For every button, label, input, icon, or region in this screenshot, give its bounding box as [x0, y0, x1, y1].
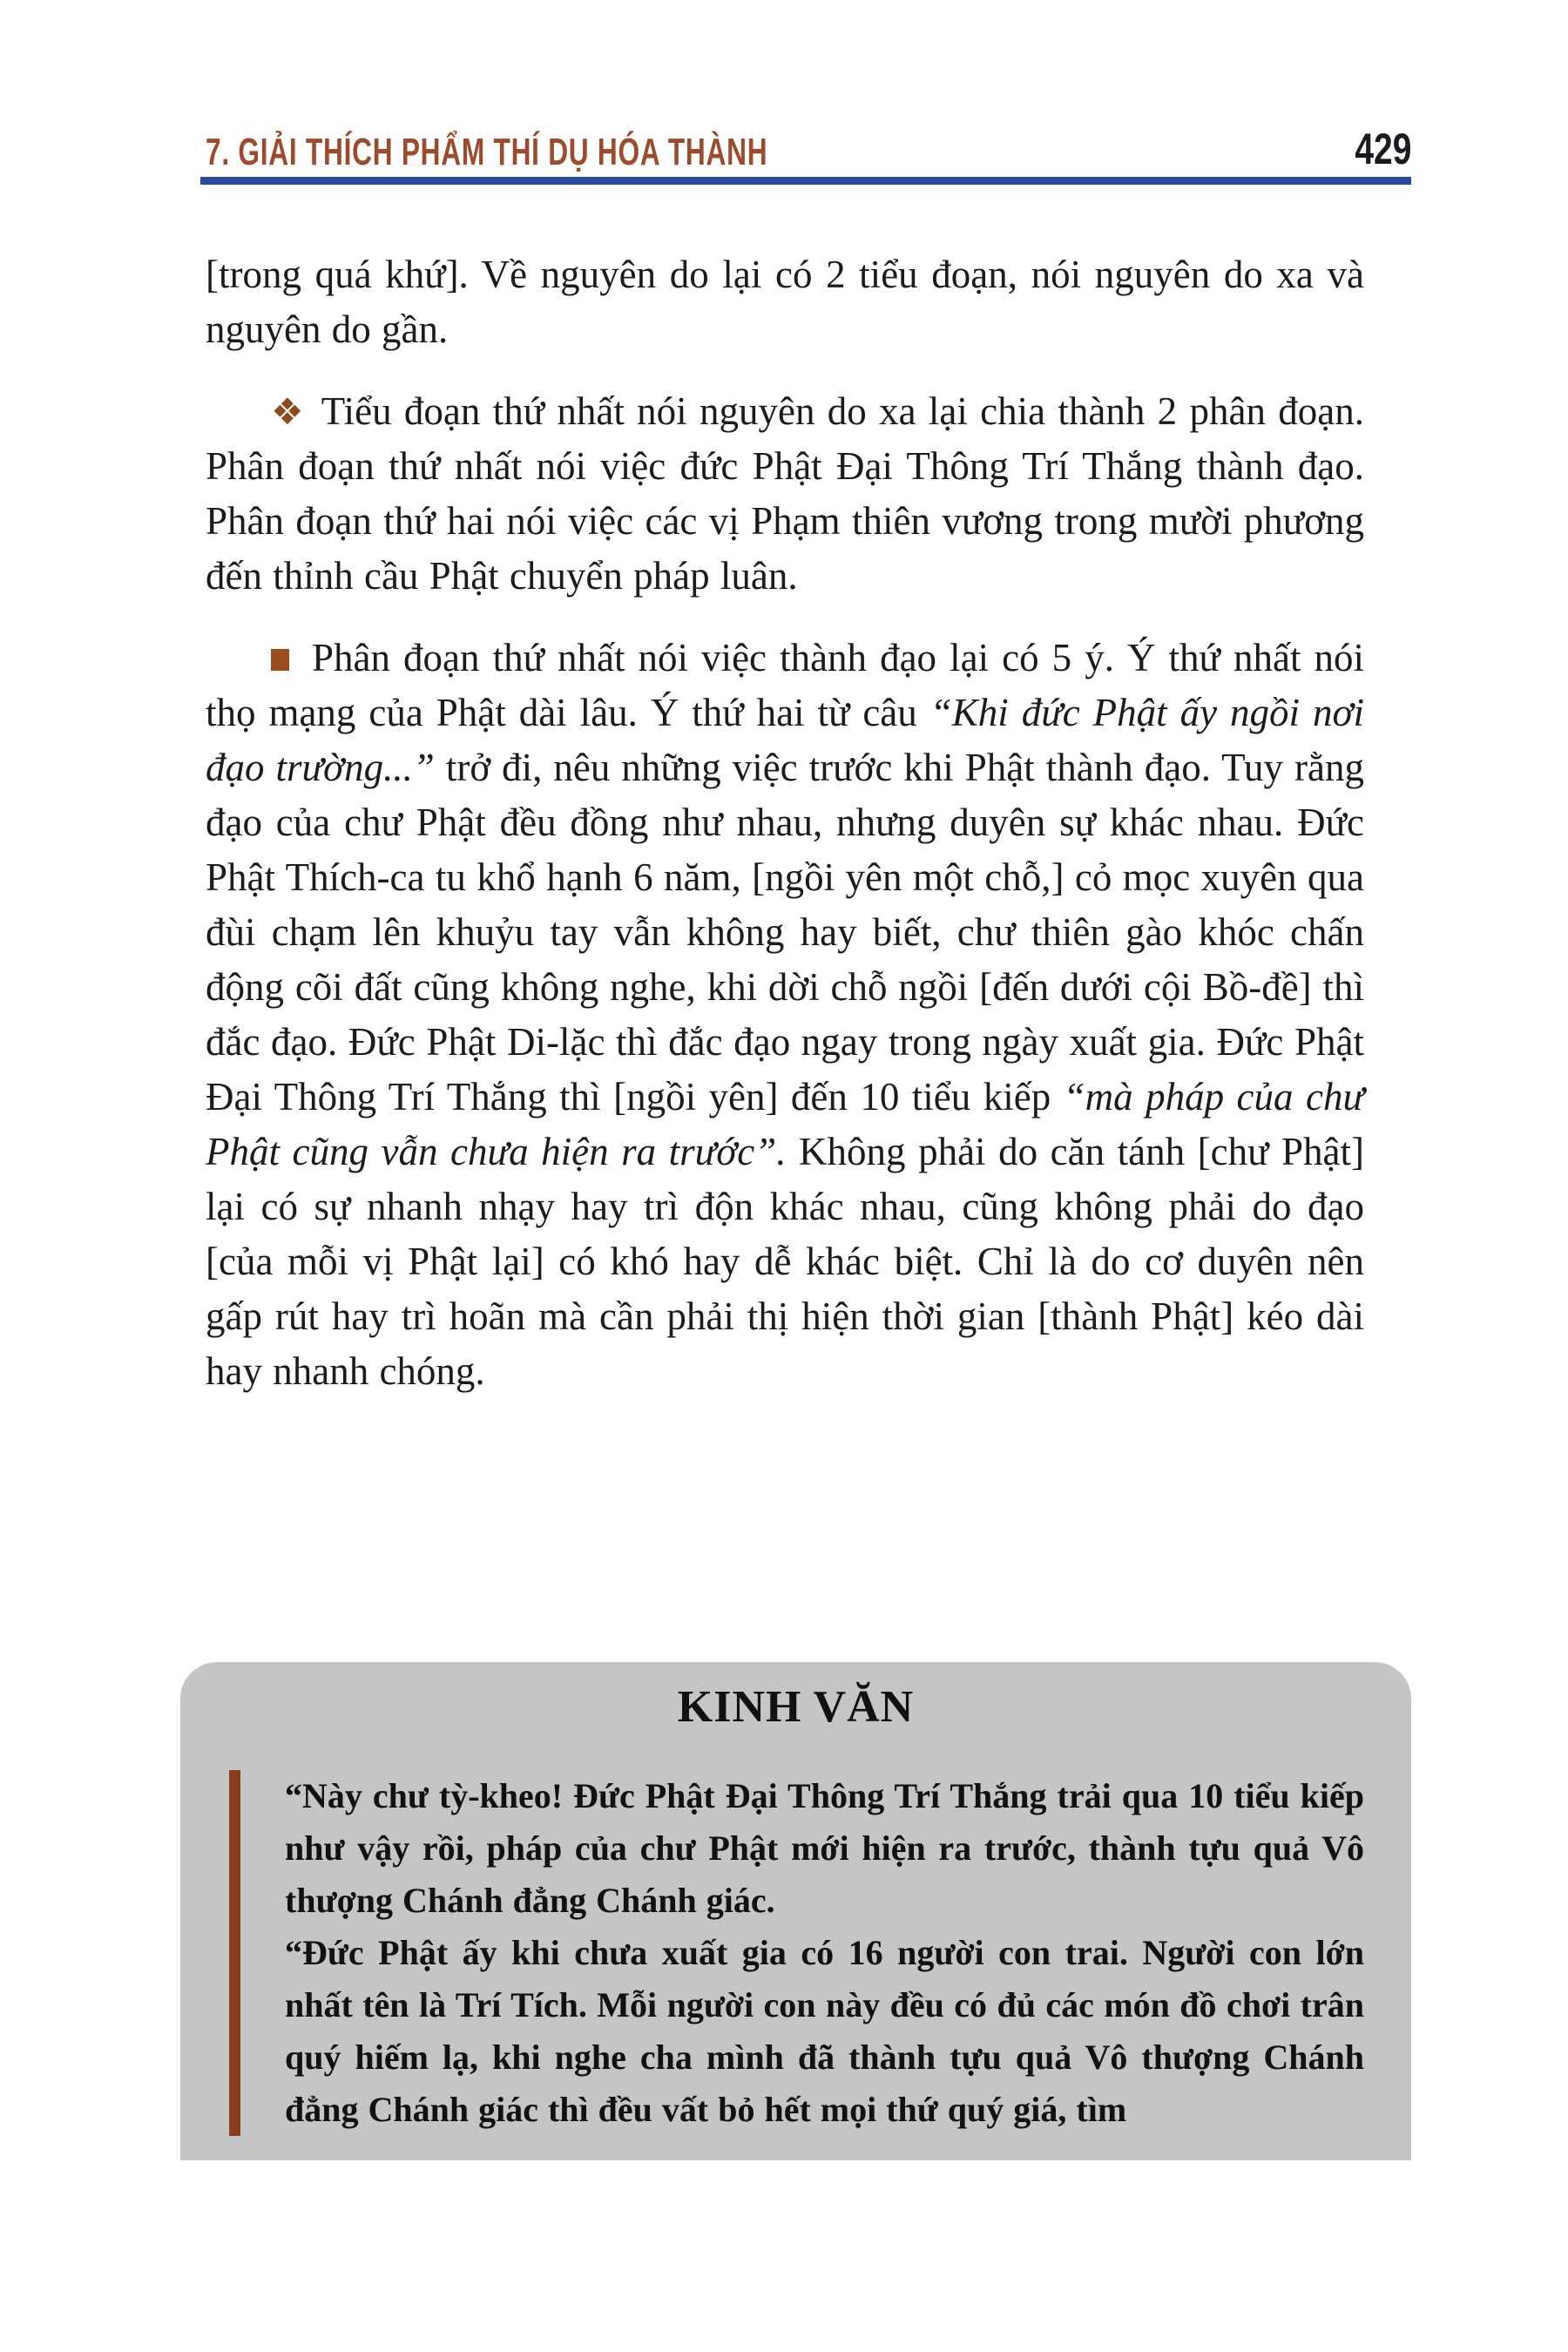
text-segment: Tiểu đoạn thứ nhất nói nguyên do xa lại chia thành 2 phân đoạn. Phân đoạn thứ nhất nói việc đức Phật Đại Thông Trí Thắng thành đạo. Phân đoạn thứ hai nói việc các vị Phạm thiên vương trong mười phương đến thỉnh cầu Phật chuyển pháp luân.	[206, 389, 1364, 598]
header-divider	[200, 177, 1411, 185]
text-segment: “Khi đức Phật ấy ngồi nơi đạo trường...”	[206, 691, 1365, 789]
quote-paragraph: “Đức Phật ấy khi chưa xuất gia có 16 người con trai. Người con lớn nhất tên là Trí Tích. Mỗi người con này đều có đủ các món đồ chơi trân quý hiếm lạ, khi nghe cha mình đã thành tựu quả Vô thượng Chánh đẳng Chánh giác thì đều vất bỏ hết mọi thứ quý giá, tìm	[285, 1933, 1364, 2129]
square-bullet-icon	[271, 649, 289, 671]
quote-paragraph: “Này chư tỳ-kheo! Đức Phật Đại Thông Trí Thắng trải qua 10 tiểu kiếp như vậy rồi, pháp của chư Phật mới hiện ra trước, thành tựu quả Vô thượng Chánh đẳng Chánh giác.	[285, 1776, 1364, 1920]
quote-text	[285, 1770, 1364, 2136]
paragraph	[206, 631, 1364, 1399]
kinh-van-box	[180, 1662, 1411, 2160]
text-segment: Không phải do căn tánh [chư Phật] lại có sự nhanh nhạy hay trì độn khác nhau, cũng không phải do đạo [của mỗi vị Phật lại] có khó hay dễ khác biệt. Chỉ là do cơ duyên nên gấp rút hay trì hoãn mà cần phải thị hiện thời gian [thành Phật] kéo dài hay nhanh chóng.	[206, 1130, 1365, 1393]
chapter-header-title: 7. GIẢI THÍCH PHẨM THÍ DỤ HÓA THÀNH	[206, 131, 768, 173]
text-segment: [trong quá khứ]. Về nguyên do lại có 2 tiểu đoạn, nói nguyên do xa và nguyên do gần.	[206, 253, 1364, 351]
quote-block	[229, 1770, 1364, 2136]
kinh-van-title: KINH VĂN	[677, 1682, 915, 1732]
diamond-bullet-icon: ❖	[271, 390, 306, 433]
page-number: 429	[1354, 125, 1411, 173]
paragraph	[206, 247, 1364, 357]
text-segment: Phân đoạn thứ nhất nói việc thành đạo lại có 5 ý. Ý thứ nhất nói thọ mạng của Phật dài lâu. Ý thứ hai từ câu	[206, 636, 1364, 734]
text-segment: “mà pháp của chư Phật cũng vẫn chưa hiện ra trước”.	[206, 1075, 1364, 1173]
text-segment: trở đi, nêu những việc trước khi Phật thành đạo. Tuy rằng đạo của chư Phật đều đồng như nhau, nhưng duyên sự khác nhau. Đức Phật Thích-ca tu khổ hạnh 6 năm, [ngồi yên một chỗ,] cỏ mọc xuyên qua đùi chạm lên khuỷu tay vẫn không hay biết, chư thiên gào khóc chấn động cõi đất cũng không nghe, khi dời chỗ ngồi [đến dưới cội Bồ-đề] thì đắc đạo. Đức Phật Di-lặc thì đắc đạo ngay trong ngày xuất gia. Đức Phật Đại Thông Trí Thắng thì [ngồi yên] đến 10 tiểu kiếp	[206, 746, 1365, 1119]
paragraph	[206, 384, 1364, 604]
quote-left-bar	[229, 1770, 240, 2136]
body-text	[206, 247, 1364, 1399]
page-header	[206, 127, 1411, 174]
